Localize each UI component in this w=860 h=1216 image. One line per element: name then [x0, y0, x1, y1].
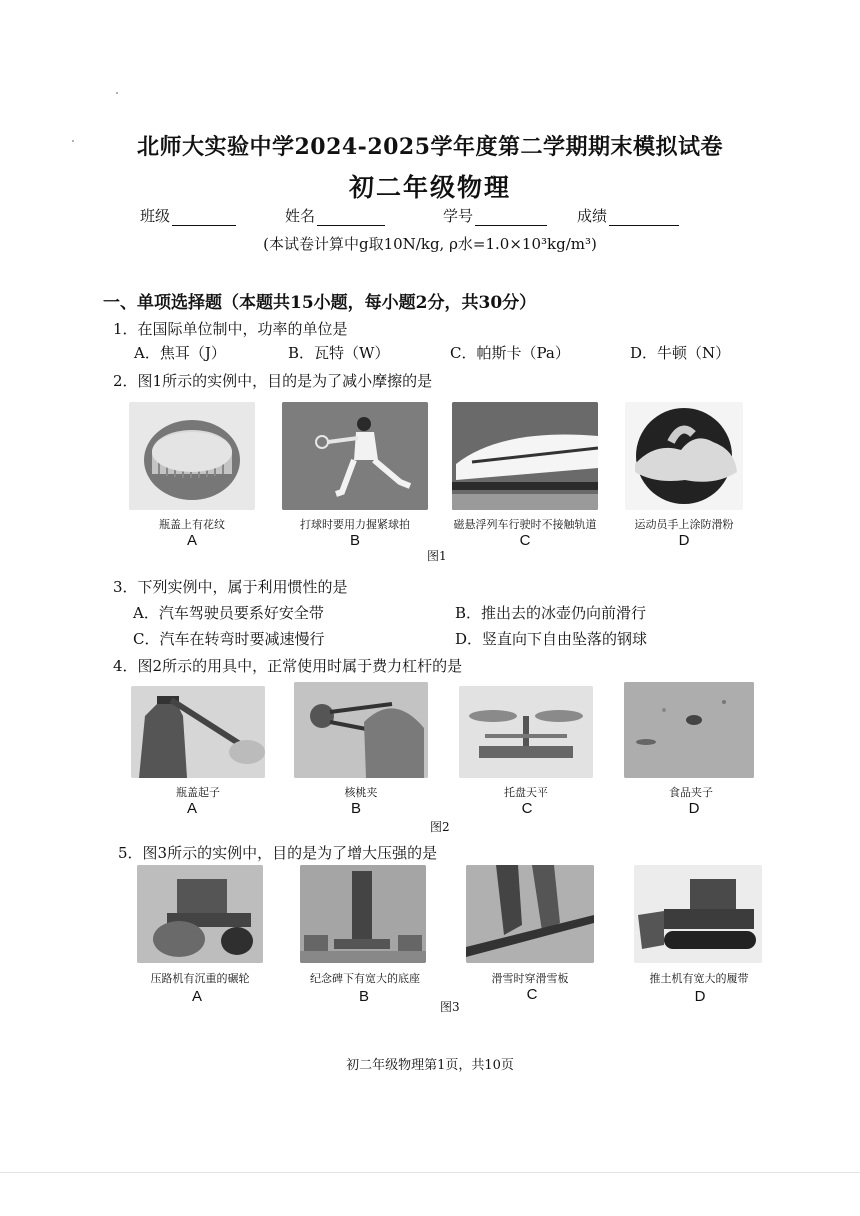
q4-caption-c: 托盘天平 [504, 786, 548, 799]
q3-option-d: D．竖直向下自由坠落的钢球 [455, 630, 648, 648]
q2-letter-d: D [678, 532, 690, 549]
class-field [140, 205, 236, 226]
q4-letter-d: D [688, 800, 700, 817]
id-field [443, 205, 547, 226]
q5-stem: 5．图3所示的实例中，目的是为了增大压强的是 [118, 844, 438, 862]
road-roller-photo [137, 865, 263, 963]
q4-letter-b: B [350, 800, 361, 817]
figure-1-label: 图1 [427, 549, 447, 563]
chalk-hands-photo [625, 402, 743, 510]
q4-stem: 4．图2所示的用具中，正常使用时属于费力杠杆的是 [113, 657, 463, 675]
q1-option-a: A．焦耳（J） [134, 344, 226, 362]
q1-option-b: B．瓦特（W） [288, 344, 390, 362]
bottle-cap-photo [129, 402, 255, 510]
class-label: 班级 [140, 207, 171, 225]
q2-caption-b: 打球时要用力握紧球拍 [300, 518, 410, 531]
exam-title: 北师大实验中学2024-2025学年度第二学期期末模拟试卷 [136, 134, 724, 160]
q2-letter-a: A [186, 532, 197, 549]
nutcracker-photo [294, 682, 428, 778]
q2-caption-d: 运动员手上涂防滑粉 [634, 518, 734, 531]
q5-caption-b: 纪念碑下有宽大的底座 [310, 972, 420, 985]
ski-boots-photo [466, 865, 594, 963]
q5-caption-c: 滑雪时穿滑雪板 [491, 972, 569, 985]
scan-speck [72, 140, 74, 142]
q1-option-c: C．帕斯卡（Pa） [450, 344, 570, 362]
scan-speck [116, 92, 118, 94]
q2-stem: 2．图1所示的实例中，目的是为了减小摩擦的是 [113, 372, 433, 390]
q2-caption-a: 瓶盖上有花纹 [159, 518, 225, 531]
page-footer: 初二年级物理第1页，共10页 [346, 1058, 514, 1073]
bottom-divider [0, 1172, 860, 1173]
q2-letter-c: C [519, 532, 531, 549]
q4-caption-a: 瓶盖起子 [176, 786, 220, 799]
bulldozer-photo [634, 865, 762, 963]
q3-option-a: A．汽车驾驶员要系好安全带 [133, 604, 324, 622]
q3-option-c: C．汽车在转弯时要减速慢行 [133, 630, 325, 648]
bottle-opener-photo [131, 686, 265, 778]
q2-letter-b: B [349, 532, 360, 549]
q3-option-b: B．推出去的冰壶仍向前滑行 [455, 604, 647, 622]
score-label: 成绩 [577, 207, 608, 225]
id-blank[interactable] [475, 211, 547, 226]
section-heading: 一、单项选择题（本题共15小题，每小题2分，共30分） [103, 293, 537, 313]
q5-letter-a: A [191, 988, 202, 1005]
pan-balance-photo [459, 686, 593, 778]
q5-caption-a: 压路机有沉重的碾轮 [150, 972, 250, 985]
q4-letter-c: C [521, 800, 533, 817]
q5-letter-b: B [358, 988, 369, 1005]
class-blank[interactable] [172, 211, 236, 226]
id-label: 学号 [443, 207, 474, 225]
q1-option-d: D．牛顿（N） [630, 344, 731, 362]
name-field [285, 205, 385, 226]
q4-caption-b: 核桃夹 [344, 786, 378, 799]
q4-letter-a: A [186, 800, 197, 817]
q3-stem: 3．下列实例中，属于利用惯性的是 [113, 578, 348, 596]
maglev-train-photo [452, 402, 598, 510]
q2-caption-c: 磁悬浮列车行驶时不接触轨道 [453, 518, 597, 531]
q5-letter-c: C [526, 986, 538, 1003]
exam-subtitle: 初二年级物理 [348, 173, 511, 202]
q4-caption-d: 食品夹子 [669, 786, 713, 799]
badminton-player-photo [282, 402, 428, 510]
calculation-note: (本试卷计算中g取10N/kg, ρ水=1.0×10³kg/m³) [263, 235, 597, 253]
figure-2-label: 图2 [430, 820, 450, 834]
name-blank[interactable] [317, 211, 385, 226]
name-label: 姓名 [285, 207, 316, 225]
score-blank[interactable] [609, 211, 679, 226]
monument-photo [300, 865, 426, 963]
food-tongs-photo [624, 682, 754, 778]
q1-stem: 1．在国际单位制中，功率的单位是 [113, 320, 348, 338]
q5-letter-d: D [694, 988, 706, 1005]
q5-caption-d: 推土机有宽大的履带 [649, 972, 749, 985]
figure-3-label: 图3 [440, 1000, 460, 1014]
score-field [577, 205, 679, 226]
